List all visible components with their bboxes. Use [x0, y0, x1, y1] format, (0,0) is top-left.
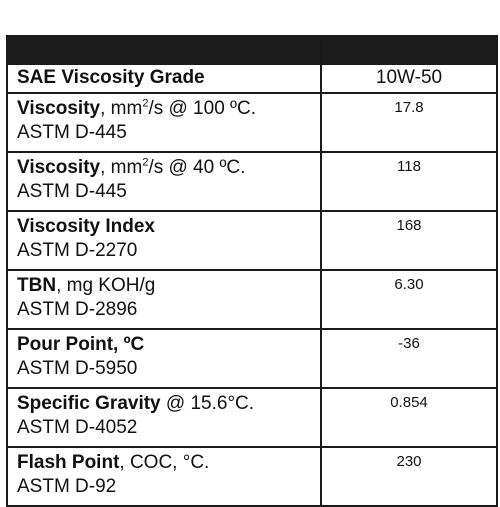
property-cell: [7, 270, 321, 329]
value-cell: 230: [321, 447, 497, 506]
test-method: ASTM D-2270: [17, 240, 138, 261]
property-name: TBN: [17, 275, 57, 296]
property-cell: [7, 152, 321, 211]
test-method: ASTM D-2896: [17, 299, 138, 320]
value-cell: 118: [321, 152, 497, 211]
unit-superscript: 2: [142, 156, 149, 169]
table-row: [7, 93, 497, 152]
header-cell-property: [7, 36, 321, 64]
property-cell: [7, 211, 321, 270]
table-row: [7, 152, 497, 211]
value-cell: 0.854: [321, 388, 497, 447]
property-name: Flash Point: [17, 452, 120, 473]
property-cell: [7, 329, 321, 388]
value-cell: 10W-50: [321, 64, 497, 93]
table-row: [7, 388, 497, 447]
property-name: Viscosity: [17, 98, 101, 119]
test-method: ASTM D-92: [17, 476, 117, 497]
property-unit: , COC, °C.: [119, 452, 210, 473]
table-row: [7, 270, 497, 329]
property-unit: , mg KOH/g: [56, 275, 156, 296]
property-cell: [7, 93, 321, 152]
test-method: ASTM D-4052: [17, 417, 138, 438]
property-cell: [7, 447, 321, 506]
property-name: SAE Viscosity Grade: [17, 67, 205, 88]
value-cell: 168: [321, 211, 497, 270]
header-cell-value: [321, 36, 497, 64]
test-method: ASTM D-5950: [17, 358, 138, 379]
table-row: [7, 329, 497, 388]
property-unit: , mm: [100, 98, 143, 119]
table-row: [7, 64, 497, 93]
test-method: ASTM D-445: [17, 122, 127, 143]
value-cell: 6.30: [321, 270, 497, 329]
test-method: ASTM D-445: [17, 181, 127, 202]
property-name: Viscosity Index: [17, 216, 155, 237]
property-unit-tail: /s @ 40 ºC.: [148, 157, 246, 178]
property-name: Viscosity: [17, 157, 101, 178]
table-header-row: [7, 36, 497, 64]
property-name: Pour Point, ºC: [17, 334, 145, 355]
property-name: Specific Gravity: [17, 393, 161, 414]
specs-table: [6, 35, 498, 507]
unit-superscript: 2: [142, 97, 149, 110]
value-cell: 17.8: [321, 93, 497, 152]
table-row: [7, 211, 497, 270]
property-cell: [7, 64, 321, 93]
property-unit-tail: /s @ 100 ºC.: [148, 98, 256, 119]
property-unit: , mm: [100, 157, 143, 178]
value-cell: -36: [321, 329, 497, 388]
table-row: [7, 447, 497, 506]
property-cell: [7, 388, 321, 447]
property-unit: @ 15.6°C.: [160, 393, 255, 414]
